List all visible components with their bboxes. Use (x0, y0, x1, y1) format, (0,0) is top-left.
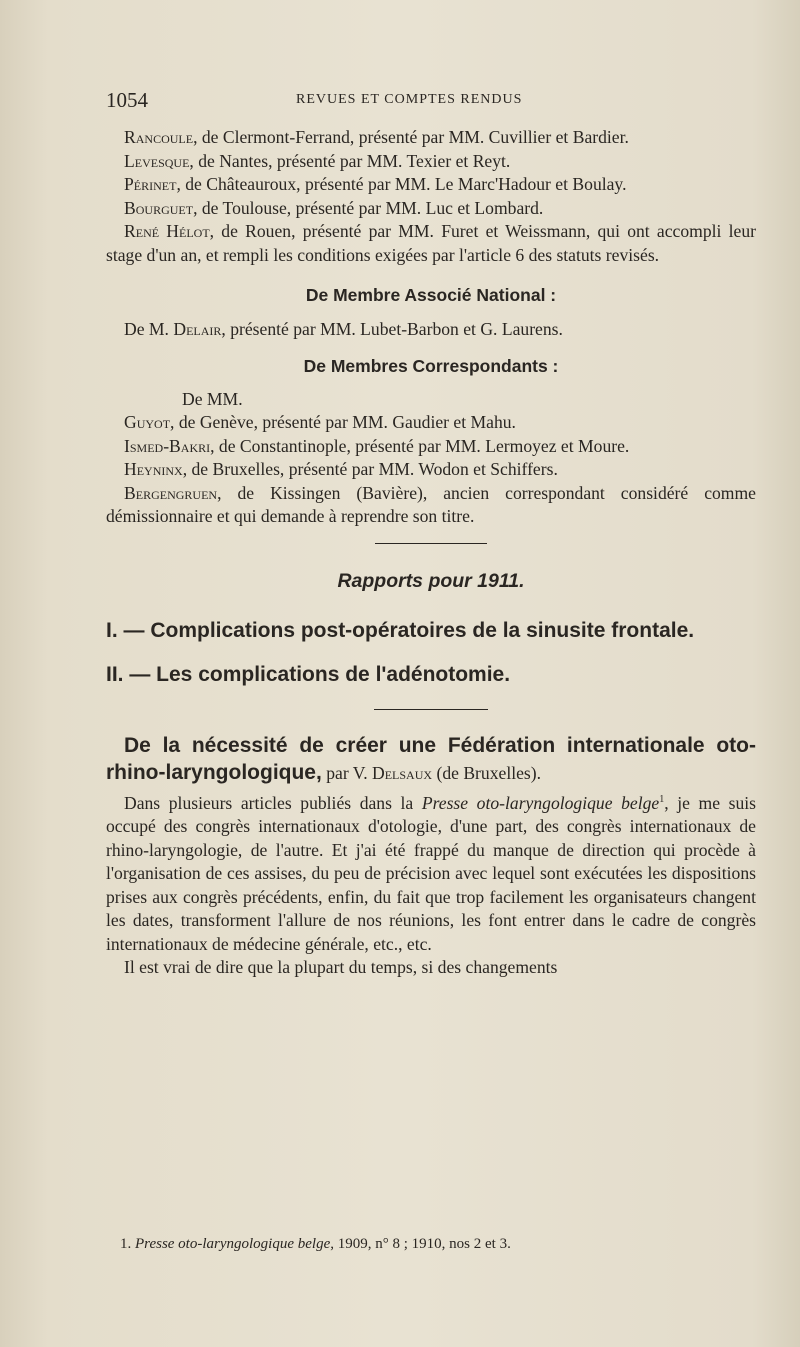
member-entry: Levesque, de Nantes, présenté par MM. Texier et Reyt. (124, 150, 511, 171)
correspondant-entry: Bergengruen, de Kissingen (Bavière), ancien correspondant considéré comme démissionnaire et qui demande à reprendre son titre. (106, 482, 756, 526)
article-title-line: De la nécessité de créer une Fédération internationale oto-rhino-laryngologique, par V. Delsaux (de Bruxelles). (106, 734, 756, 784)
section-divider (374, 709, 488, 710)
rapports-heading: Rapports pour 1911. (337, 569, 525, 592)
correspondant-entry: Heyninx, de Bruxelles, présenté par MM. Wodon et Schiffers. (124, 459, 558, 479)
correspondant-entry: Ismed-Bakri, de Constantinople, présenté par MM. Lermoyez et Moure. (124, 435, 630, 456)
page-header (106, 88, 766, 116)
footnote: 1. Presse oto-laryngologique belge, 1909, n° 8 ; 1910, nos 2 et 3. (120, 1236, 511, 1252)
footnote-ref: 1 (659, 794, 665, 805)
page-number: 1054 (106, 88, 148, 112)
associe-entry: De M. Delair, présenté par MM. Lubet-Barbon et G. Laurens. (124, 318, 563, 339)
article-paragraph: Dans plusieurs articles publiés dans la Presse oto-laryngologique belge$^1$, je me suis occupé des congrès internationaux d'otologie, d'une part, des congrès internationaux de rhino-laryngologie, de l'autre. Et j'ai été frappé du manque de direction qui procède à l'organisation de ces assises, du peu de précision avec lequel sont exécutées les dispositions prises aux congrès précédents, enfin, du fait que trop facilement les organisateurs changent les dates, transforment l'allure de nos réunions, les font entrer dans le cadre de congrès internationaux de médecine générale, etc., etc. (106, 792, 756, 954)
journal-citation: Presse oto-laryngologique belge (421, 792, 660, 813)
member-entry: Périnet, de Châteauroux, présenté par MM. Le Marc'Hadour et Boulay. (124, 174, 627, 194)
member-entry: René Hélot, de Rouen, présenté par MM. Furet et Weissmann, qui ont accompli leur stage d'un an, et rempli les conditions exigées par l'article 6 des statuts revisés. (106, 221, 756, 265)
associe-heading: De Membre Associé National : (305, 285, 557, 305)
correspondants-intro: De MM. (182, 388, 243, 409)
section-divider (375, 543, 487, 544)
article-title: De la nécessité de créer une Fédération internationale oto-rhino-laryngologique, (106, 734, 756, 784)
page-body (106, 126, 756, 980)
correspondant-entry: Guyot, de Genève, présenté par MM. Gaudier et Mahu. (124, 412, 516, 432)
member-entry: Bourguet, de Toulouse, présenté par MM. Luc et Lombard. (124, 197, 544, 218)
rapport-item-2: II. — Les complications de l'adénotomie. (106, 663, 511, 686)
running-head: REVUES ET COMPTES RENDUS (296, 92, 523, 107)
member-entry: Rancoule, de Clermont-Ferrand, présenté par MM. Cuvillier et Bardier. (124, 127, 629, 147)
correspondants-heading: De Membres Correspondants : (303, 356, 559, 376)
rapport-item-1: I. — Complications post-opératoires de la sinusite frontale. (106, 619, 695, 642)
article-author: Delsaux (372, 763, 433, 783)
article-paragraph: Il est vrai de dire que la plupart du temps, si des changements (124, 957, 558, 978)
